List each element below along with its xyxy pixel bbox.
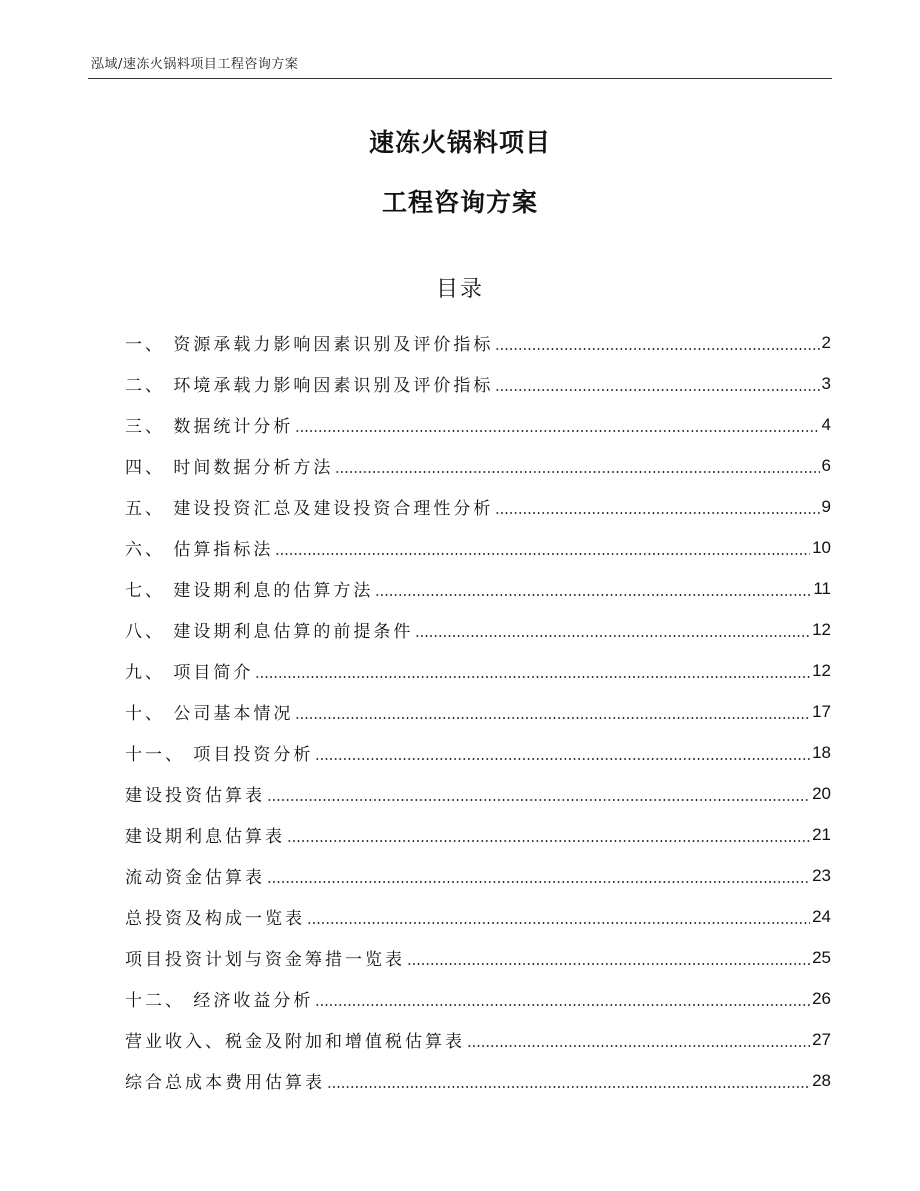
table-of-contents [125,322,831,1101]
toc-dot-leader [255,662,810,679]
toc-entry-page[interactable]: 4 [821,414,831,434]
header-divider [88,78,832,79]
toc-entry-page[interactable]: 21 [812,824,831,844]
toc-entry[interactable] [125,363,831,404]
toc-entry[interactable] [125,609,831,650]
toc-entry-page[interactable]: 9 [821,496,831,516]
toc-entry-page[interactable]: 17 [812,701,831,721]
toc-dot-leader [335,457,819,474]
toc-dot-leader [267,785,810,802]
toc-entry[interactable] [125,732,831,773]
toc-dot-leader [295,416,819,433]
toc-dot-leader [275,539,810,556]
toc-heading: 目录 [435,277,484,302]
toc-dot-leader [495,334,819,351]
document-title-line-2: 工程咨询方案 [381,188,538,217]
document-title-line-1: 速冻火锅料项目 [368,128,551,157]
toc-entry[interactable] [125,527,831,568]
toc-entry-page[interactable]: 12 [812,619,831,639]
toc-entry-page[interactable]: 10 [812,537,831,557]
toc-entry-page[interactable]: 25 [812,947,831,967]
toc-entry[interactable] [125,650,831,691]
toc-entry-label[interactable]: 六、 估算指标法 [125,540,274,560]
toc-entry-label[interactable]: 七、 建设期利息的估算方法 [125,581,374,601]
toc-entry-label[interactable]: 四、 时间数据分析方法 [125,458,334,478]
toc-entry-label[interactable]: 三、 数据统计分析 [125,417,294,437]
toc-entry-page[interactable]: 26 [812,988,831,1008]
toc-dot-leader [415,621,810,638]
toc-entry[interactable] [125,896,831,937]
toc-dot-leader [495,375,819,392]
toc-entry[interactable] [125,445,831,486]
toc-entry-page[interactable]: 2 [821,332,831,352]
toc-entry[interactable] [125,404,831,445]
toc-entry-label[interactable]: 二、 环境承载力影响因素识别及评价指标 [125,376,494,396]
toc-entry-label[interactable]: 十一、 项目投资分析 [125,745,314,765]
toc-entry-page[interactable]: 11 [813,578,831,598]
toc-entry[interactable] [125,855,831,896]
toc-entry-label[interactable]: 九、 项目简介 [125,663,254,683]
toc-entry[interactable] [125,1060,831,1101]
toc-entry[interactable] [125,978,831,1019]
toc-entry[interactable] [125,773,831,814]
toc-entry-page[interactable]: 20 [812,783,831,803]
toc-entry-label[interactable]: 建设投资估算表 [125,786,265,806]
toc-entry-label[interactable]: 项目投资计划与资金筹措一览表 [125,950,405,970]
toc-entry-label[interactable]: 建设期利息估算表 [125,827,285,847]
toc-entry[interactable] [125,1019,831,1060]
toc-entry-label[interactable]: 综合总成本费用估算表 [125,1073,325,1093]
toc-entry-label[interactable]: 五、 建设投资汇总及建设投资合理性分析 [125,499,494,519]
toc-dot-leader [315,744,810,761]
toc-entry[interactable] [125,322,831,363]
toc-dot-leader [375,580,811,597]
toc-entry-label[interactable]: 十二、 经济收益分析 [125,991,314,1011]
toc-entry-page[interactable]: 23 [812,865,831,885]
toc-dot-leader [267,867,810,884]
toc-dot-leader [467,1031,810,1048]
toc-dot-leader [307,908,810,925]
toc-entry-page[interactable]: 27 [812,1029,831,1049]
toc-entry[interactable] [125,486,831,527]
toc-entry-page[interactable]: 6 [821,455,831,475]
toc-entry[interactable] [125,937,831,978]
toc-entry-page[interactable]: 3 [821,373,831,393]
toc-dot-leader [315,990,810,1007]
toc-dot-leader [287,826,810,843]
toc-entry-page[interactable]: 28 [812,1070,831,1090]
toc-entry-label[interactable]: 营业收入、税金及附加和增值税估算表 [125,1032,465,1052]
toc-entry[interactable] [125,691,831,732]
toc-dot-leader [495,498,819,515]
toc-entry-label[interactable]: 十、 公司基本情况 [125,704,294,724]
toc-entry-label[interactable]: 一、 资源承载力影响因素识别及评价指标 [125,335,494,355]
toc-dot-leader [327,1072,810,1089]
toc-entry-page[interactable]: 24 [812,906,831,926]
toc-entry[interactable] [125,568,831,609]
toc-entry-page[interactable]: 12 [812,660,831,680]
toc-entry-label[interactable]: 总投资及构成一览表 [125,909,305,929]
toc-entry[interactable] [125,814,831,855]
toc-entry-label[interactable]: 八、 建设期利息估算的前提条件 [125,622,414,642]
running-header: 泓域/速冻火锅料项目工程咨询方案 [91,57,299,72]
toc-entry-label[interactable]: 流动资金估算表 [125,868,265,888]
toc-dot-leader [407,949,810,966]
toc-entry-page[interactable]: 18 [812,742,831,762]
toc-dot-leader [295,703,810,720]
